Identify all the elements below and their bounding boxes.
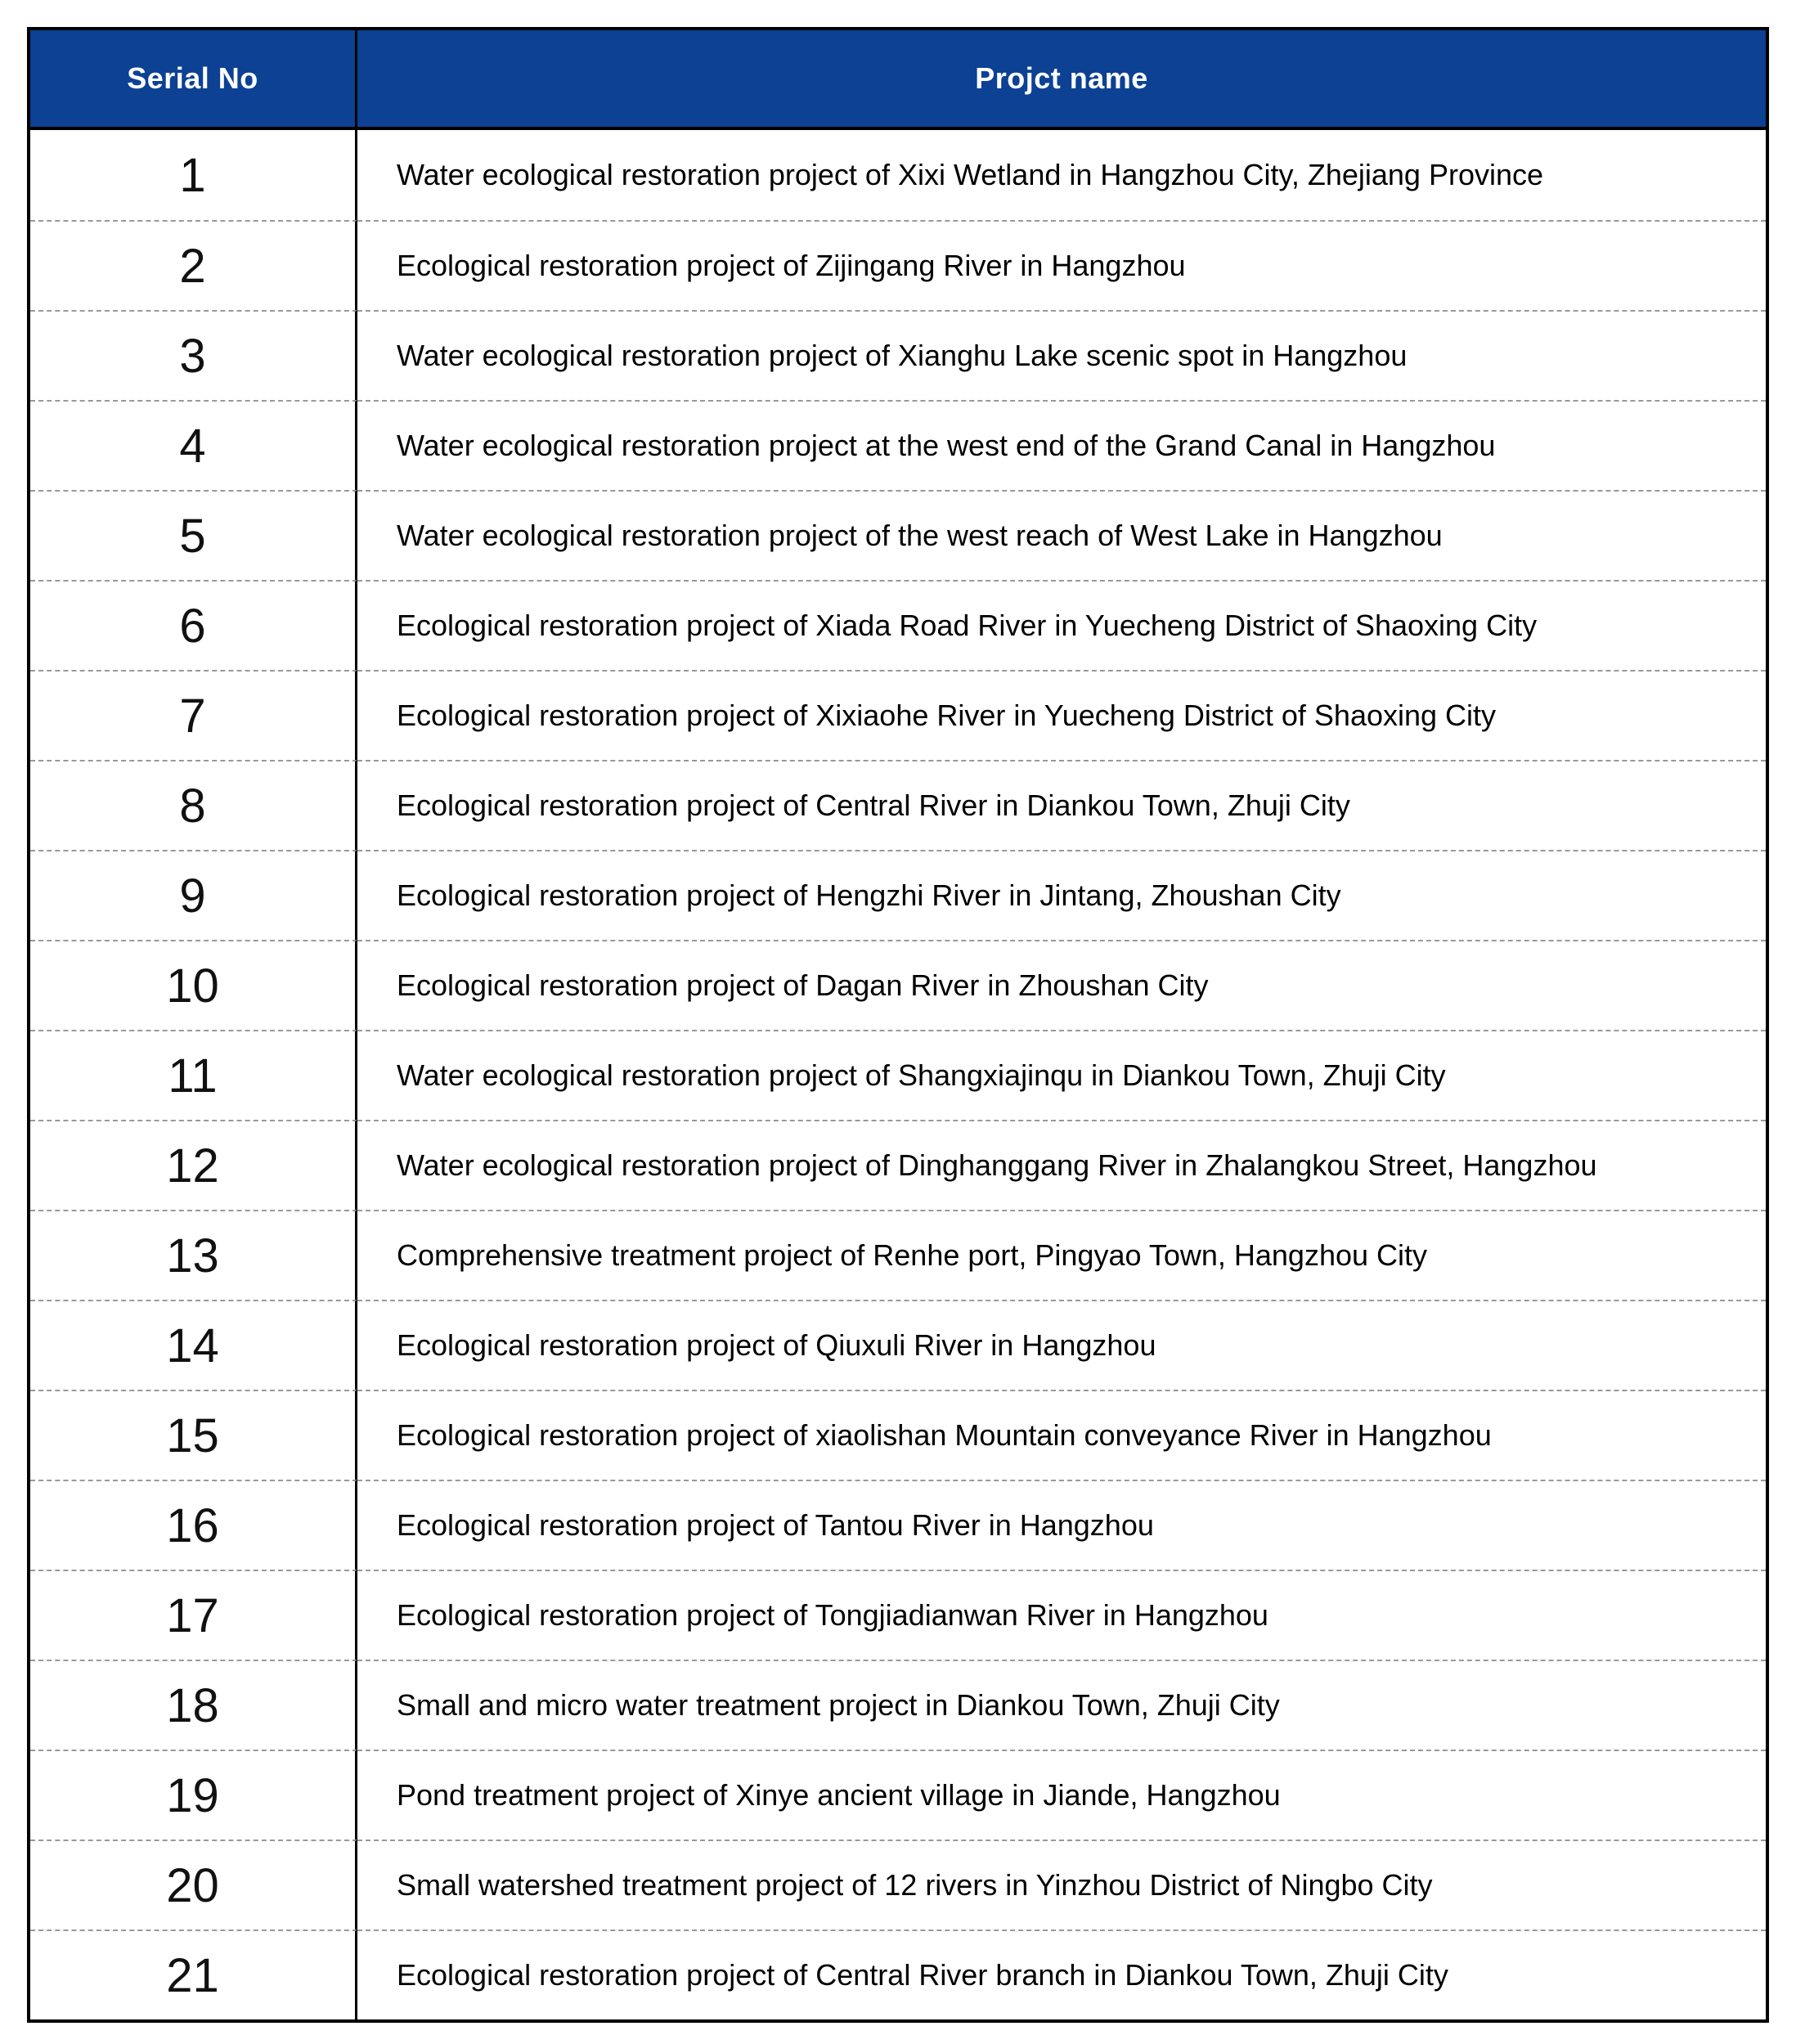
table-row	[30, 1030, 1766, 1120]
table-header-row	[30, 30, 1766, 130]
project-name-cell: Water ecological restoration project at the west end of the Grand Canal in Hangzhou	[357, 400, 1766, 490]
serial-cell: 18	[30, 1660, 357, 1750]
serial-cell: 9	[30, 850, 357, 940]
project-name-cell: Water ecological restoration project of Dinghanggang River in Zhalangkou Street, Hangzhou	[357, 1120, 1766, 1210]
table-row	[30, 1660, 1766, 1750]
project-name-cell: Water ecological restoration project of Shangxiajinqu in Diankou Town, Zhuji City	[357, 1030, 1766, 1120]
serial-cell: 2	[30, 220, 357, 310]
table-row	[30, 1300, 1766, 1390]
table-row	[30, 760, 1766, 850]
projects-table	[27, 27, 1769, 2023]
table-row	[30, 220, 1766, 310]
serial-cell: 20	[30, 1840, 357, 1929]
table-row	[30, 1750, 1766, 1840]
header-serial-no: Serial No	[30, 30, 357, 127]
project-name-cell: Ecological restoration project of Central River in Diankou Town, Zhuji City	[357, 760, 1766, 850]
table-row	[30, 1570, 1766, 1660]
serial-cell: 21	[30, 1929, 357, 2019]
table-body	[30, 130, 1766, 2019]
project-name-cell: Small and micro water treatment project in Diankou Town, Zhuji City	[357, 1660, 1766, 1750]
serial-cell: 15	[30, 1390, 357, 1480]
serial-cell: 4	[30, 400, 357, 490]
table-row	[30, 1929, 1766, 2019]
project-name-cell: Ecological restoration project of Hengzhi River in Jintang, Zhoushan City	[357, 850, 1766, 940]
project-name-cell: Pond treatment project of Xinye ancient village in Jiande, Hangzhou	[357, 1750, 1766, 1840]
serial-cell: 19	[30, 1750, 357, 1840]
table-row	[30, 580, 1766, 670]
project-name-cell: Ecological restoration project of Tongjiadianwan River in Hangzhou	[357, 1570, 1766, 1660]
serial-cell: 6	[30, 580, 357, 670]
project-name-cell: Ecological restoration project of Zijingang River in Hangzhou	[357, 220, 1766, 310]
project-name-cell: Ecological restoration project of Xixiaohe River in Yuecheng District of Shaoxing City	[357, 670, 1766, 760]
project-name-cell: Water ecological restoration project of Xianghu Lake scenic spot in Hangzhou	[357, 310, 1766, 400]
table-row	[30, 310, 1766, 400]
table-row	[30, 400, 1766, 490]
serial-cell: 12	[30, 1120, 357, 1210]
header-project-name: Projct name	[975, 61, 1148, 95]
table-row	[30, 490, 1766, 580]
serial-cell: 8	[30, 760, 357, 850]
project-name-cell: Ecological restoration project of Xiada Road River in Yuecheng District of Shaoxing City	[357, 580, 1766, 670]
table-row	[30, 1480, 1766, 1570]
project-name-cell: Small watershed treatment project of 12 rivers in Yinzhou District of Ningbo City	[357, 1840, 1766, 1929]
project-name-cell: Ecological restoration project of Qiuxuli River in Hangzhou	[357, 1300, 1766, 1390]
project-name-cell: Ecological restoration project of Tantou River in Hangzhou	[357, 1480, 1766, 1570]
table-row	[30, 850, 1766, 940]
serial-cell: 16	[30, 1480, 357, 1570]
serial-cell: 17	[30, 1570, 357, 1660]
project-name-cell: Water ecological restoration project of the west reach of West Lake in Hangzhou	[357, 490, 1766, 580]
serial-cell: 13	[30, 1210, 357, 1300]
project-name-cell: Water ecological restoration project of Xixi Wetland in Hangzhou City, Zhejiang Province	[397, 158, 1544, 191]
table-row	[30, 1210, 1766, 1300]
serial-cell: 11	[30, 1030, 357, 1120]
table-row	[30, 670, 1766, 760]
project-name-cell: Ecological restoration project of xiaolishan Mountain conveyance River in Hangzhou	[357, 1390, 1766, 1480]
table-row	[30, 130, 1766, 220]
table-row	[30, 940, 1766, 1030]
serial-cell: 5	[30, 490, 357, 580]
serial-cell: 14	[30, 1300, 357, 1390]
table-row	[30, 1120, 1766, 1210]
serial-cell: 7	[30, 670, 357, 760]
serial-cell: 10	[30, 940, 357, 1030]
project-name-cell: Ecological restoration project of Dagan River in Zhoushan City	[357, 940, 1766, 1030]
table-row	[30, 1840, 1766, 1929]
project-name-cell: Ecological restoration project of Central River branch in Diankou Town, Zhuji City	[357, 1929, 1766, 2019]
table-row	[30, 1390, 1766, 1480]
serial-cell: 3	[30, 310, 357, 400]
project-name-cell: Comprehensive treatment project of Renhe port, Pingyao Town, Hangzhou City	[357, 1210, 1766, 1300]
serial-cell: 1	[30, 130, 357, 220]
